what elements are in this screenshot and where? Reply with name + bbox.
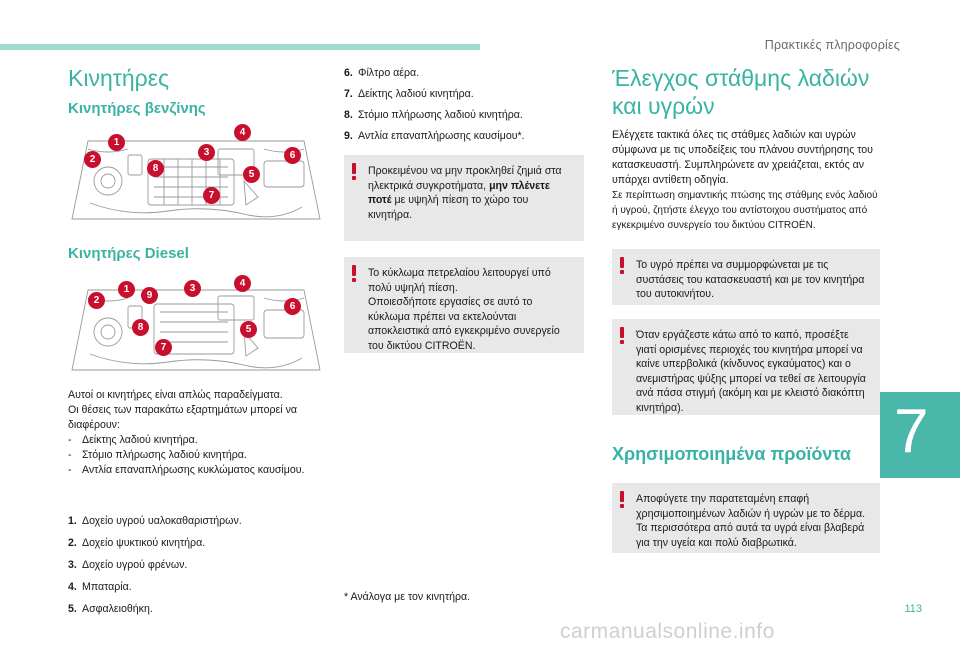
item-number: 3.: [68, 559, 77, 571]
diesel-badge-6: 6: [284, 298, 301, 315]
item-number: 9.: [344, 130, 353, 142]
engine-bay-drawing: [68, 131, 324, 231]
warning-box-hot-engine: [612, 319, 880, 415]
warning-text: με υψηλή πίεση το χώρο του κινητήρα.: [368, 194, 529, 221]
item-number: 2.: [68, 537, 77, 549]
title-line: και υγρών: [612, 93, 715, 119]
fluid-drop-paragraph: Σε περίπτωση σημαντικής πτώσης της στάθμης ενός λαδιού ή υγρού, ζητήστε έλεγχο του αντίστοιχου συστήματος από εγκεκριμένο συνεργείο του δικτύου CITROËN.: [612, 190, 878, 231]
diesel-engines-heading: Κινητήρες Diesel: [68, 245, 189, 262]
petrol-badge-1: 1: [108, 134, 125, 151]
footnote: * Ανάλογα με τον κινητήρα.: [344, 591, 471, 603]
chapter-tab: [880, 392, 960, 478]
petrol-badge-4: 4: [234, 124, 251, 141]
warning-text: Οποιεσδήποτε εργασίες σε αυτό το κύκλωμα πρέπει να εκτελούνται αποκλειστικά από εγκεκριμένο συνεργείο του δικτύου CITROËN.: [368, 296, 560, 352]
page-number: 113: [904, 603, 922, 615]
item-text: Μπαταρία.: [82, 581, 132, 593]
list-item: - Δείκτης λαδιού κινητήρα.: [68, 433, 326, 448]
item-text: Ασφαλειοθήκη.: [82, 603, 153, 615]
intro-line: διαφέρουν:: [68, 419, 120, 431]
chapter-number: 7: [894, 397, 929, 466]
diesel-badge-4: 4: [234, 275, 251, 292]
petrol-badge-5: 5: [243, 166, 260, 183]
diesel-badge-3: 3: [184, 280, 201, 297]
warning-text: Το κύκλωμα πετρελαίου λειτουργεί υπό πολύ υψηλή πίεση.: [368, 267, 551, 294]
column-components: [344, 66, 584, 353]
item-text: Αντλία επαναπλήρωσης καυσίμου*.: [358, 130, 525, 142]
components-list-continued: [344, 66, 584, 143]
diesel-badge-5: 5: [240, 321, 257, 338]
petrol-badge-2: 2: [84, 151, 101, 168]
item-number: 6.: [344, 67, 353, 79]
warning-text: Αποφύγετε την παρατεταμένη επαφή χρησιμοποιημένων λαδιών ή υγρών με το δέρμα. Τα περισσότερα από αυτά τα υγρά είναι βλαβερά για την υγεία και πολύ διαβρωτικά.: [636, 493, 866, 549]
warning-box-fluid-spec: [612, 249, 880, 305]
list-item: [68, 602, 326, 616]
fluid-levels-title: [612, 64, 880, 120]
title-line: Έλεγχος στάθμης λαδιών: [612, 65, 870, 91]
diesel-badge-9: 9: [141, 287, 158, 304]
section-header: Πρακτικές πληροφορίες: [764, 38, 900, 52]
petrol-badge-3: 3: [198, 144, 215, 161]
warning-box-diesel-pressure: [344, 257, 584, 353]
list-item: - Αντλία επαναπλήρωσης κυκλώματος καυσίμου.: [68, 463, 326, 478]
item-number: 8.: [344, 109, 353, 121]
petrol-engines-heading: Κινητήρες βενζίνης: [68, 100, 206, 117]
watermark: carmanualsonline.info: [560, 620, 775, 643]
warning-emphasis: μην πλένετε ποτέ: [368, 179, 550, 206]
intro-text: [68, 388, 326, 478]
diesel-engine-diagram: [68, 280, 324, 380]
top-accent-bar: [0, 44, 480, 50]
warning-icon: [352, 163, 356, 179]
petrol-badge-7: 7: [203, 187, 220, 204]
warning-icon: [620, 491, 624, 507]
fluid-check-paragraph: Ελέγχετε τακτικά όλες τις στάθμες λαδιών και υγρών σύμφωνα με τις υποδείξεις του πλάνου συντήρησης του κατασκευαστή. Συμπληρώνετε αν χρειάζεται, εκτός αν υπάρχει αντίθετη οδηγία.: [612, 129, 873, 186]
warning-icon: [620, 327, 624, 343]
variation-list: [68, 433, 326, 478]
petrol-badge-8: 8: [147, 160, 164, 177]
intro-line: Αυτοί οι κινητήρες είναι απλώς παραδείγματα.: [68, 389, 283, 401]
list-item: [68, 536, 326, 550]
list-item: [68, 514, 326, 528]
page-title: Κινητήρες: [68, 65, 170, 91]
used-products-heading: Χρησιμοποιημένα προϊόντα: [612, 444, 851, 464]
diesel-badge-2: 2: [88, 292, 105, 309]
warning-icon: [620, 257, 624, 273]
warning-box-washing: [344, 155, 584, 241]
item-number: 7.: [344, 88, 353, 100]
list-item: [344, 87, 584, 101]
item-number: 5.: [68, 603, 77, 615]
warning-text: Το υγρό πρέπει να συμμορφώνεται με τις συστάσεις του κατασκευαστή και με τον κινητήρα του αυτοκινήτου.: [636, 259, 865, 300]
petrol-badge-6: 6: [284, 147, 301, 164]
item-text: Δοχείο υγρού φρένων.: [82, 559, 188, 571]
warning-box-used-products: [612, 483, 880, 553]
list-item: [344, 108, 584, 122]
column-engines: [68, 64, 326, 624]
item-text: Δείκτης λαδιού κινητήρα.: [358, 88, 474, 100]
intro-line: Οι θέσεις των παρακάτω εξαρτημάτων μπορεί να: [68, 404, 297, 416]
item-text: Δοχείο ψυκτικού κινητήρα.: [82, 537, 206, 549]
item-text: Δοχείο υγρού υαλοκαθαριστήρων.: [82, 515, 242, 527]
list-item: [68, 558, 326, 572]
column-fluid-levels: [612, 64, 880, 553]
list-item: [344, 66, 584, 80]
diesel-badge-1: 1: [118, 281, 135, 298]
warning-text: Προκειμένου να μην προκληθεί ζημιά στα ηλεκτρικά συγκροτήματα,: [368, 165, 562, 192]
warning-text: Όταν εργάζεστε κάτω από το καπό, προσέξτε γιατί ορισμένες περιοχές του κινητήρα μπορεί να καίνε υπερβολικά (κίνδυνος εγκαύματος) και ο ανεμιστήρας ψύξης μπορεί να τεθεί σε λειτουργία ανά πάσα στιγμή (ακόμη και με κλειστό διακόπτη κινητήρα).: [636, 329, 866, 414]
item-number: 4.: [68, 581, 77, 593]
item-number: 1.: [68, 515, 77, 527]
diesel-badge-8: 8: [132, 319, 149, 336]
list-item: [68, 580, 326, 594]
item-text: Φίλτρο αέρα.: [358, 67, 420, 79]
item-text: Στόμιο πλήρωσης λαδιού κινητήρα.: [358, 109, 523, 121]
list-item: - Στόμιο πλήρωσης λαδιού κινητήρα.: [68, 448, 326, 463]
components-list: [68, 514, 326, 616]
warning-icon: [352, 265, 356, 281]
list-item: [344, 129, 584, 143]
petrol-engine-diagram: [68, 127, 324, 231]
diesel-badge-7: 7: [155, 339, 172, 356]
